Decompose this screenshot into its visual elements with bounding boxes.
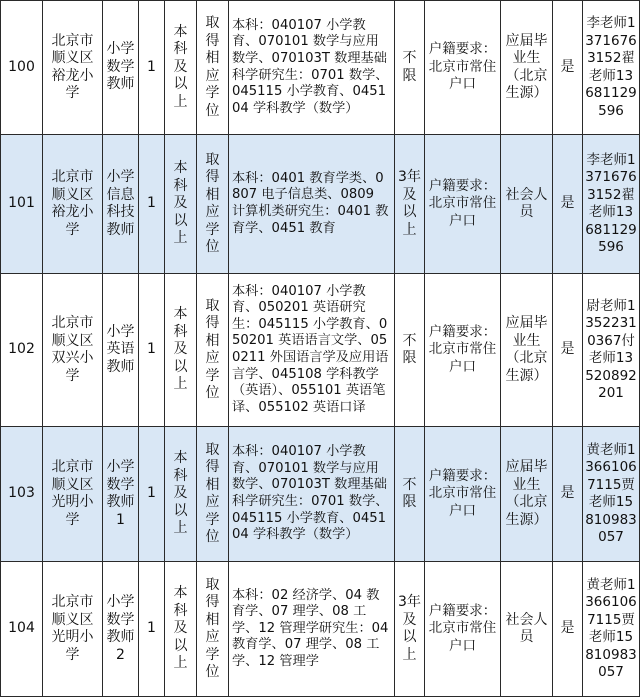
hire-count: 1 (139, 274, 165, 427)
row-number: 102 (1, 274, 43, 427)
table-row (1, 427, 640, 562)
hire-count: 1 (139, 562, 165, 697)
flag-value: 是 (553, 274, 583, 427)
contact-info: 黄老师13661067115贾老师15810983057 (583, 562, 640, 697)
row-number: 104 (1, 562, 43, 697)
other-requirement: 户籍要求：北京市常住户口 (425, 274, 501, 427)
row-number: 101 (1, 135, 43, 274)
contact-info: 黄老师13661067115贾老师15810983057 (583, 427, 640, 562)
hire-count: 1 (139, 1, 165, 135)
degree-requirement: 取得相应学位 (197, 562, 229, 697)
education-requirement: 本科及以上 (165, 135, 197, 274)
school-name: 北京市顺义区裕龙小学 (43, 135, 103, 274)
row-number: 103 (1, 427, 43, 562)
degree-requirement: 取得相应学位 (197, 1, 229, 135)
other-requirement: 户籍要求：北京市常住户口 (425, 427, 501, 562)
major-requirement: 本科：0401 教育学类、0807 电子信息类、0809 计算机类研究生：0401 教育学、0451 教育 (229, 135, 395, 274)
flag-value: 是 (553, 562, 583, 697)
experience-requirement: 不限 (395, 274, 425, 427)
school-name: 北京市顺义区裕龙小学 (43, 1, 103, 135)
contact-info: 李老师13716763152翟老师13681129596 (583, 1, 640, 135)
education-requirement: 本科及以上 (165, 1, 197, 135)
major-requirement: 本科：02 经济学、04 教育学、07 理学、08 工学、12 管理学研究生：04 教育学、07 理学、08 工学、12 管理学 (229, 562, 395, 697)
position-name: 小学信息科技教师 (103, 135, 139, 274)
contact-info: 尉老师13522310367付老师13520892201 (583, 274, 640, 427)
table-row (1, 1, 640, 135)
education-requirement: 本科及以上 (165, 427, 197, 562)
flag-value: 是 (553, 135, 583, 274)
candidate-source: 应届毕业生（北京生源） (501, 1, 553, 135)
major-requirement: 本科：040107 小学教育、070101 数学与应用数学、070103T 数理基础科学研究生：0701 数学、045115 小学教育、045104 学科教学（数学） (229, 1, 395, 135)
school-name: 北京市顺义区双兴小学 (43, 274, 103, 427)
major-requirement: 本科：040107 小学教育、070101 数学与应用数学、070103T 数理基础科学研究生：0701 数学、045115 小学教育、045104 学科教学（数学） (229, 427, 395, 562)
education-requirement: 本科及以上 (165, 562, 197, 697)
education-requirement: 本科及以上 (165, 274, 197, 427)
experience-requirement: 不限 (395, 427, 425, 562)
major-requirement: 本科：040107 小学教育、050201 英语研究生：045115 小学教育、050201 英语语言文学、050211 外国语言学及应用语言学、045108 学科教学（英语）、055101 英语笔译、055102 英语口译 (229, 274, 395, 427)
other-requirement: 户籍要求：北京市常住户口 (425, 135, 501, 274)
hire-count: 1 (139, 135, 165, 274)
other-requirement: 户籍要求：北京市常住户口 (425, 562, 501, 697)
flag-value: 是 (553, 1, 583, 135)
school-name: 北京市顺义区光明小学 (43, 427, 103, 562)
experience-requirement: 3年及以上 (395, 562, 425, 697)
contact-info: 李老师13716763152翟老师13681129596 (583, 135, 640, 274)
experience-requirement: 3年及以上 (395, 135, 425, 274)
table-row (1, 274, 640, 427)
flag-value: 是 (553, 427, 583, 562)
candidate-source: 应届毕业生（北京生源） (501, 274, 553, 427)
degree-requirement: 取得相应学位 (197, 427, 229, 562)
candidate-source: 社会人员 (501, 135, 553, 274)
hire-count: 1 (139, 427, 165, 562)
candidate-source: 应届毕业生（北京生源） (501, 427, 553, 562)
degree-requirement: 取得相应学位 (197, 135, 229, 274)
table-row (1, 562, 640, 697)
school-name: 北京市顺义区光明小学 (43, 562, 103, 697)
degree-requirement: 取得相应学位 (197, 274, 229, 427)
position-name: 小学数学教师1 (103, 427, 139, 562)
position-name: 小学英语教师 (103, 274, 139, 427)
position-name: 小学数学教师2 (103, 562, 139, 697)
candidate-source: 社会人员 (501, 562, 553, 697)
row-number: 100 (1, 1, 43, 135)
table-row (1, 135, 640, 274)
position-name: 小学数学教师 (103, 1, 139, 135)
other-requirement: 户籍要求：北京市常住户口 (425, 1, 501, 135)
experience-requirement: 不限 (395, 1, 425, 135)
